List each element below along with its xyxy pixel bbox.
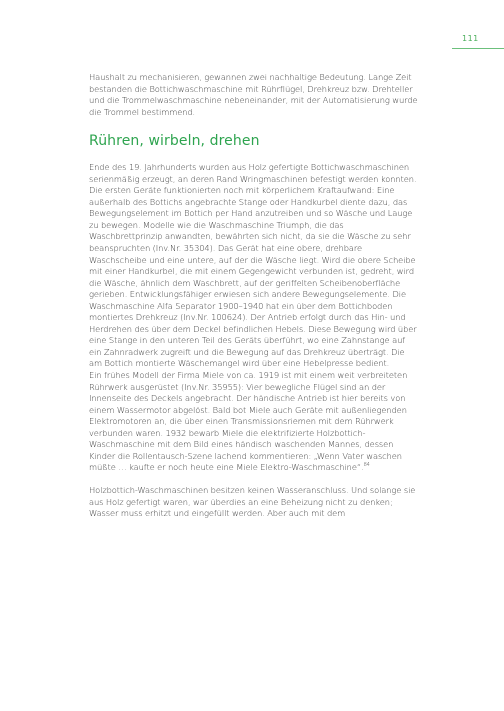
body-paragraph-2-text: Ein frühes Modell der Firma Miele von ca. 1919 ist mit einem weit verbreiteten Rührwerk ausgerüstet (Inv.Nr. 35955): Vier bewegliche Flügel sind an der Innenseite des Deckels angebracht. Der händische Antrieb ist hier bereits von einem Wassermotor abgelöst. Bald bot Miele auch Geräte mit außenliegenden Elektromotoren an, die über einen Transmissionsriemen mit dem Rührwerk verbunden waren. 1932 bewarb Miele die elektrifizierte Holzbottich-Waschmaschine mit dem Bild eines händisch waschenden Mannes, dessen Kinder die Rollentausch-Szene lachend kommentieren: „Wenn Vater waschen müßte … kaufte er noch heute eine Miele Elektro-Waschmaschine“. <box>89 370 408 473</box>
body-paragraph-3: Holzbottich-Waschmaschinen besitzen keinen Wasseranschluss. Und solange sie aus Holz gefertigt waren, war überdies an eine Beheizung nicht zu denken; Wasser muss erhitzt und eingefüllt werden. Aber auch mit dem <box>89 484 416 519</box>
body-paragraph-2 <box>89 370 419 474</box>
header-rule <box>452 48 504 49</box>
page-number: 111 <box>462 34 479 43</box>
body-paragraph-1: Ende des 19. Jahrhunderts wurden aus Holz gefertigte Bottichwaschmaschinen serienmäßig erzeugt, an deren Rand Wringmaschinen befestigt werden konnten. Die ersten Geräte funktionierten noch mit körperlichem Kraftaufwand: Eine außerhalb des Bottichs angebrachte Stange oder Handkurbel diente dazu, das Bewegungselement im Bottich per Hand anzutreiben und so Wäsche und Lauge zu bewegen. Modelle wie die Waschmaschine Triumph, die das Waschbrettprinzip anwandten, bewährten sich nicht, da sie die Wäsche zu sehr beanspruchten (Inv.Nr. 35304). Das Gerät hat eine obere, drehbare Waschscheibe und eine untere, auf der die Wäsche liegt. Wird die obere Scheibe mit einer Handkurbel, die mit einem Gegengewicht verbunden ist, gedreht, wird die Wäsche, ähnlich dem Waschbrett, auf der geriffelten Scheibenoberfläche gerieben. Entwicklungsfähiger erwiesen sich andere Bewegungselemente. Die Waschmaschine Alfa Separator 1900–1940 hat ein über dem Bottichboden montiertes Drehkreuz (Inv.Nr. 100624). Der Antrieb erfolgt durch das Hin- und Herdrehen des über dem Deckel befindlichen Hebels. Diese Bewegung wird über eine Stange in den unteren Teil des Geräts überführt, wo eine Zahnstange auf ein Zahnradwerk zugreift und die Bewegung auf das Drehkreuz überträgt. Die am Bottich montierte Wäschemangel wird über eine Hebelpresse bedient. <box>89 162 417 369</box>
section-heading: Rühren, wirbeln, drehen <box>89 133 260 150</box>
intro-paragraph: Haushalt zu mechanisieren, gewannen zwei nachhaltige Bedeutung. Lange Zeit bestanden die Bottichwaschmaschine mit Rührflügel, Drehkreuz bzw. Drehteller und die Trommelwaschmaschine nebeneinander, mit der Automatisierung wurde die Trommel bestimmend. <box>89 72 418 117</box>
page-body <box>89 72 419 520</box>
footnote-marker: 84 <box>363 462 370 469</box>
